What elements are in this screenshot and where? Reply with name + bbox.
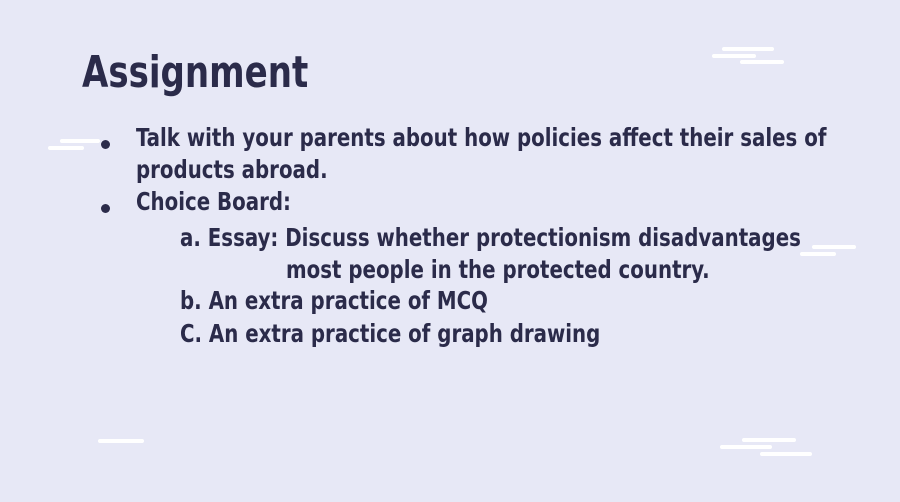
bullet-text-line: products abroad. [136, 155, 328, 184]
sub-item-text-line: b. An extra practice of MCQ [180, 286, 488, 315]
sub-item-text-line: most people in the protected country. [286, 255, 710, 284]
bullet-text-line: Talk with your parents about how policies affect their sales of [136, 123, 827, 152]
sub-item-text-line: C. An extra practice of graph drawing [180, 319, 601, 348]
bullet-text-line: Choice Board: [136, 187, 291, 216]
bullet-dot-icon [101, 140, 110, 149]
bullet-dot-icon [101, 204, 110, 213]
slide-title: Assignment [82, 47, 309, 98]
sub-item-text-line: a. Essay: Discuss whether protectionism disadvantages [180, 223, 801, 252]
